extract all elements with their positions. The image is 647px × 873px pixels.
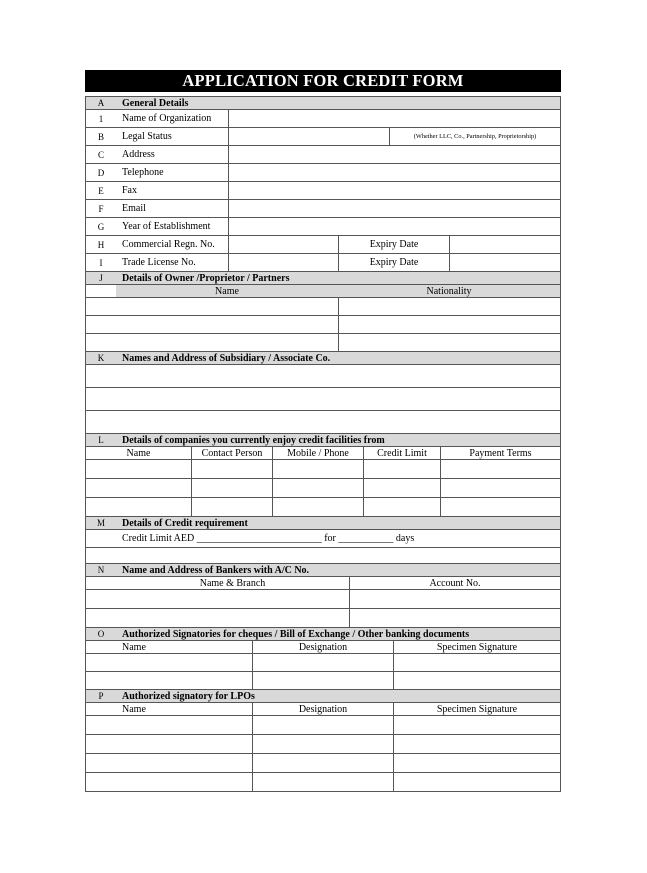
subsidiary-row[interactable] [86,411,560,434]
legal-status-note: (Whether LLC, Co., Partnership, Proprietorship) [413,133,537,140]
commercial-regn-expiry-field[interactable] [450,236,560,253]
col-specimen-signature: Specimen Signature [436,641,518,653]
row-letter: G [97,221,105,232]
subsidiary-row[interactable] [86,365,560,388]
section-letter: O [97,629,105,639]
credit-blank-row [86,548,560,564]
section-letter: K [97,353,105,363]
owners-row[interactable] [86,316,560,334]
col-credit-limit: Credit Limit [377,447,427,459]
row-address [86,146,560,164]
credit-application-form [85,70,561,792]
field-label: Trade License No. [122,257,196,268]
lpo-row[interactable] [86,735,560,754]
section-letter: N [97,565,105,575]
section-heading: Details of companies you currently enjoy credit facilities from [122,434,385,446]
signatories-row[interactable] [86,654,560,672]
signatories-row[interactable] [86,672,560,690]
section-credit-header [86,517,560,530]
section-heading: Authorized Signatories for cheques / Bill of Exchange / Other banking documents [122,628,470,640]
section-bankers-header [86,564,560,577]
col-name: Name [126,447,151,459]
section-heading: Authorized signatory for LPOs [122,690,255,702]
owners-row[interactable] [86,298,560,316]
field-label: Telephone [122,167,164,178]
row-letter: H [97,239,105,250]
field-label: Email [122,203,146,214]
lpo-row[interactable] [86,716,560,735]
field-label: Commercial Regn. No. [122,239,215,250]
row-legal-status [86,128,560,146]
col-designation: Designation [298,703,348,715]
address-field[interactable] [229,146,560,163]
form-grid [85,96,561,792]
owners-column-header [86,285,560,298]
companies-row[interactable] [86,479,560,498]
col-account-no: Account No. [429,577,481,589]
owners-row[interactable] [86,334,560,352]
row-letter: C [97,149,104,160]
row-telephone [86,164,560,182]
row-letter: E [98,185,104,196]
lpo-column-header [86,703,560,716]
legal-status-field[interactable] [229,128,389,145]
col-name-branch: Name & Branch [199,577,266,589]
lpo-row[interactable] [86,773,560,792]
field-label: Name of Organization [122,113,212,124]
section-heading: Name and Address of Bankers with A/C No. [122,564,310,576]
section-letter: L [98,435,104,445]
row-year-established [86,218,560,236]
lpo-row[interactable] [86,754,560,773]
commercial-regn-field[interactable] [229,236,338,253]
section-heading: Names and Address of Subsidiary / Associate Co. [122,352,331,364]
bankers-row[interactable] [86,590,560,609]
section-signatories-header [86,628,560,641]
field-label: Address [122,149,155,160]
field-label: Fax [122,185,137,196]
section-heading: Details of Credit requirement [122,517,248,529]
organization-name-field[interactable] [229,110,560,127]
bankers-column-header [86,577,560,590]
section-lpo-header [86,690,560,703]
trade-license-expiry-field[interactable] [450,254,560,271]
row-letter: F [98,203,104,214]
section-subsidiary-header [86,352,560,365]
expiry-date-label: Expiry Date [369,239,419,250]
row-letter: B [97,131,104,142]
col-name: Name [215,285,239,297]
section-letter: P [98,691,104,701]
credit-limit-row[interactable] [86,530,560,548]
subsidiary-row[interactable] [86,388,560,411]
col-nationality: Nationality [426,285,472,297]
col-contact-person: Contact Person [201,447,263,459]
col-name: Name [122,703,146,715]
section-letter: A [97,98,105,108]
row-email [86,200,560,218]
row-organization-name [86,110,560,128]
section-companies-header [86,434,560,447]
section-general-header [86,97,560,110]
col-name: Name [122,641,146,653]
col-mobile-phone: Mobile / Phone [287,447,349,459]
companies-row[interactable] [86,460,560,479]
telephone-field[interactable] [229,164,560,181]
bankers-row[interactable] [86,609,560,628]
companies-column-header [86,447,560,460]
section-letter: J [99,273,103,283]
field-label: Year of Establishment [122,221,211,232]
expiry-date-label: Expiry Date [369,257,419,268]
section-letter: M [96,518,105,528]
row-letter: D [97,167,105,178]
section-heading: General Details [122,97,189,109]
fax-field[interactable] [229,182,560,199]
year-established-field[interactable] [229,218,560,235]
col-designation: Designation [298,641,348,653]
row-trade-license [86,254,560,272]
row-letter: I [99,257,103,268]
signatories-column-header [86,641,560,654]
section-heading: Details of Owner /Proprietor / Partners [122,272,290,284]
credit-limit-line: Credit Limit AED _________________________ for ___________ days [122,533,415,544]
trade-license-field[interactable] [229,254,338,271]
companies-row[interactable] [86,498,560,517]
col-payment-terms: Payment Terms [469,447,532,459]
row-commercial-regn [86,236,560,254]
email-field[interactable] [229,200,560,217]
field-label: Legal Status [122,131,172,142]
row-letter: 1 [98,113,104,124]
row-fax [86,182,560,200]
section-owners-header [86,272,560,285]
form-title: APPLICATION FOR CREDIT FORM [85,70,561,92]
col-specimen-signature: Specimen Signature [436,703,518,715]
